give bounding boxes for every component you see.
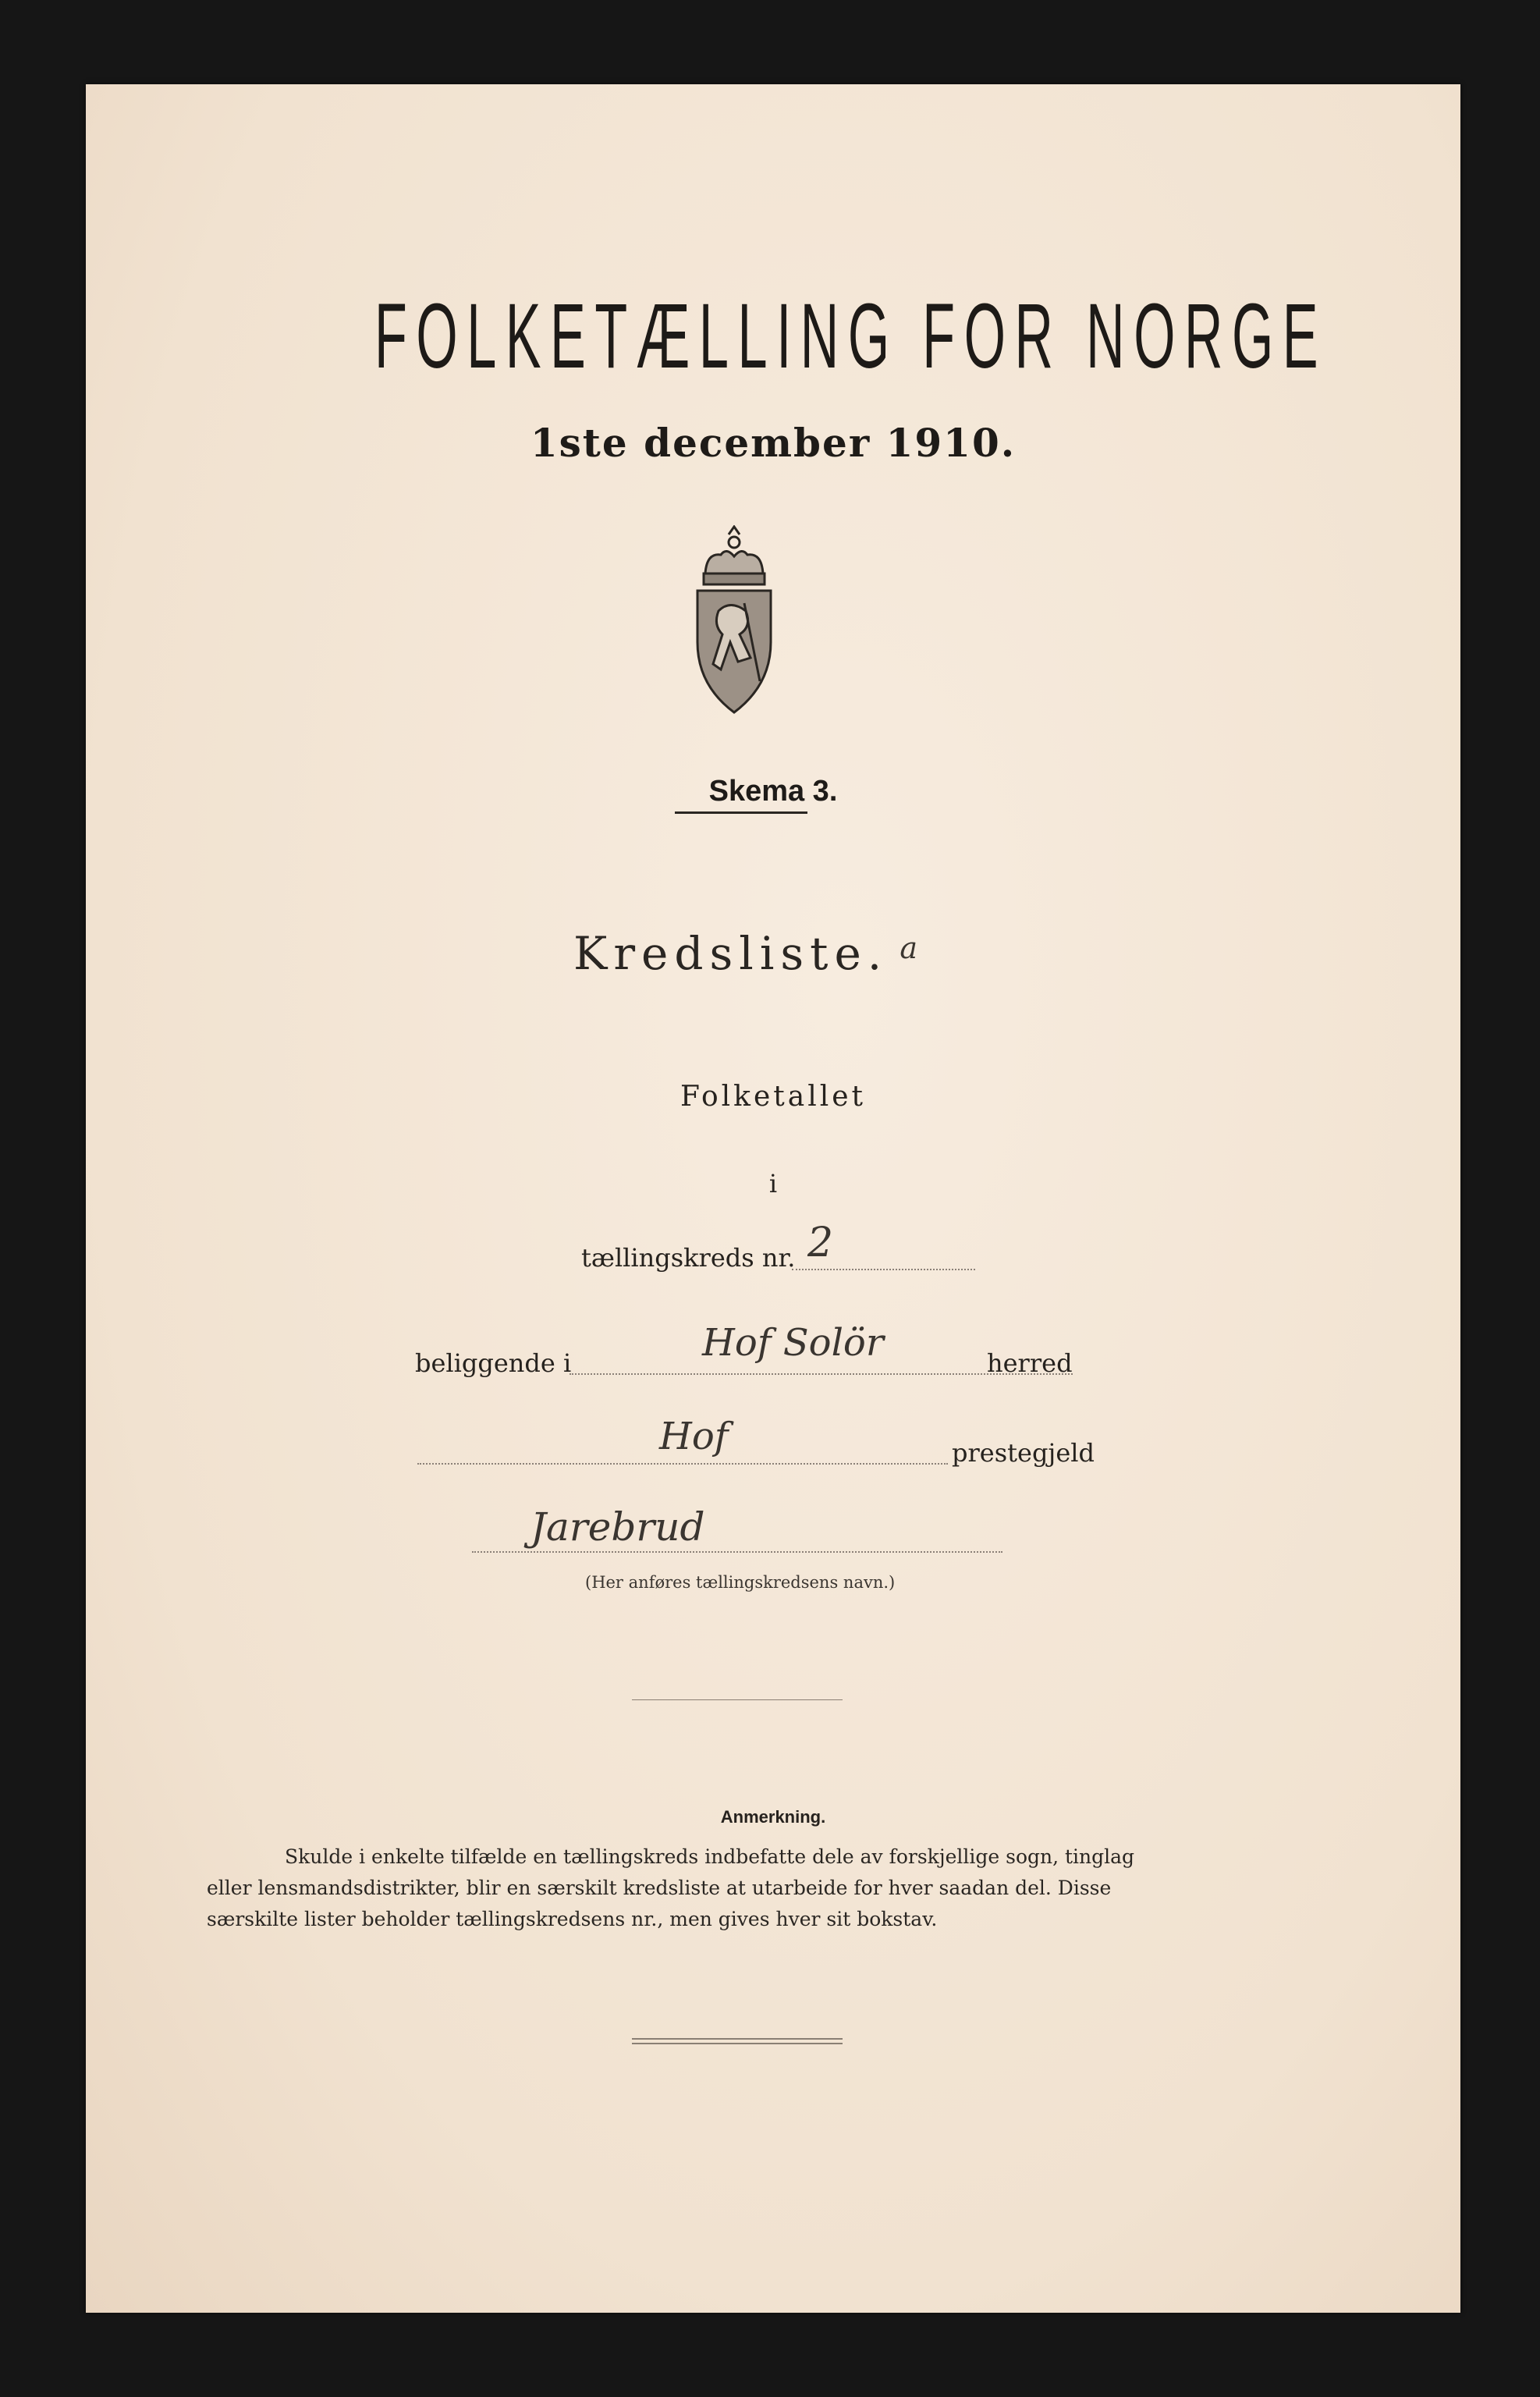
note-line-3: særskilte lister beholder tællingskredsens nr., men gives hver sit bokstav. [207,1908,938,1930]
schema-label: Skema 3. [708,775,838,808]
taellingskreds-dotline [792,1269,975,1270]
herred-value: Hof Solör [702,1321,884,1365]
census-date: 1ste december 1910. [530,420,1017,466]
taellingskreds-value: 2 [807,1220,834,1266]
note-line-1: Skulde i enkelte tilfælde en tællingskreds indbefatte dele av forskjellige sogn, tinglag [285,1845,1135,1868]
bottom-double-rule-bottom [632,2043,843,2044]
folketallet-label: Folketallet [680,1081,867,1113]
norwegian-coat-of-arms-icon [683,525,785,716]
kredsliste-heading-row [573,927,1120,980]
census-form-page [86,84,1460,2313]
bottom-double-rule-top [632,2038,843,2040]
beliggende-label: beliggende i [415,1348,572,1378]
kreds-name-value: Jarebrud [530,1504,705,1550]
herred-label: herred [987,1348,1073,1378]
kredsliste-heading: Kredsliste. [573,927,889,980]
section-divider [632,1699,843,1700]
heading-annotation: a [900,931,917,965]
note-line-2: eller lensmandsdistrikter, blir en særskilt kredsliste at utarbeide for hver saadan del. Disse [207,1877,1112,1899]
note-title: Anmerkning. [720,1807,826,1827]
i-label: i [768,1169,778,1198]
prestegjeld-dotline [417,1463,948,1465]
page-title: FOLKETÆLLING FOR NORGE [374,285,1328,388]
taellingskreds-label: tællingskreds nr. [581,1243,796,1273]
prestegjeld-value: Hof [659,1415,729,1458]
title-row [86,283,1460,389]
prestegjeld-label: prestegjeld [952,1438,1095,1468]
kreds-name-caption: (Her anføres tællingskredsens navn.) [585,1573,896,1592]
note-body [207,1841,1330,1935]
schema-underline [675,811,807,814]
kreds-name-dotline [472,1551,1002,1553]
